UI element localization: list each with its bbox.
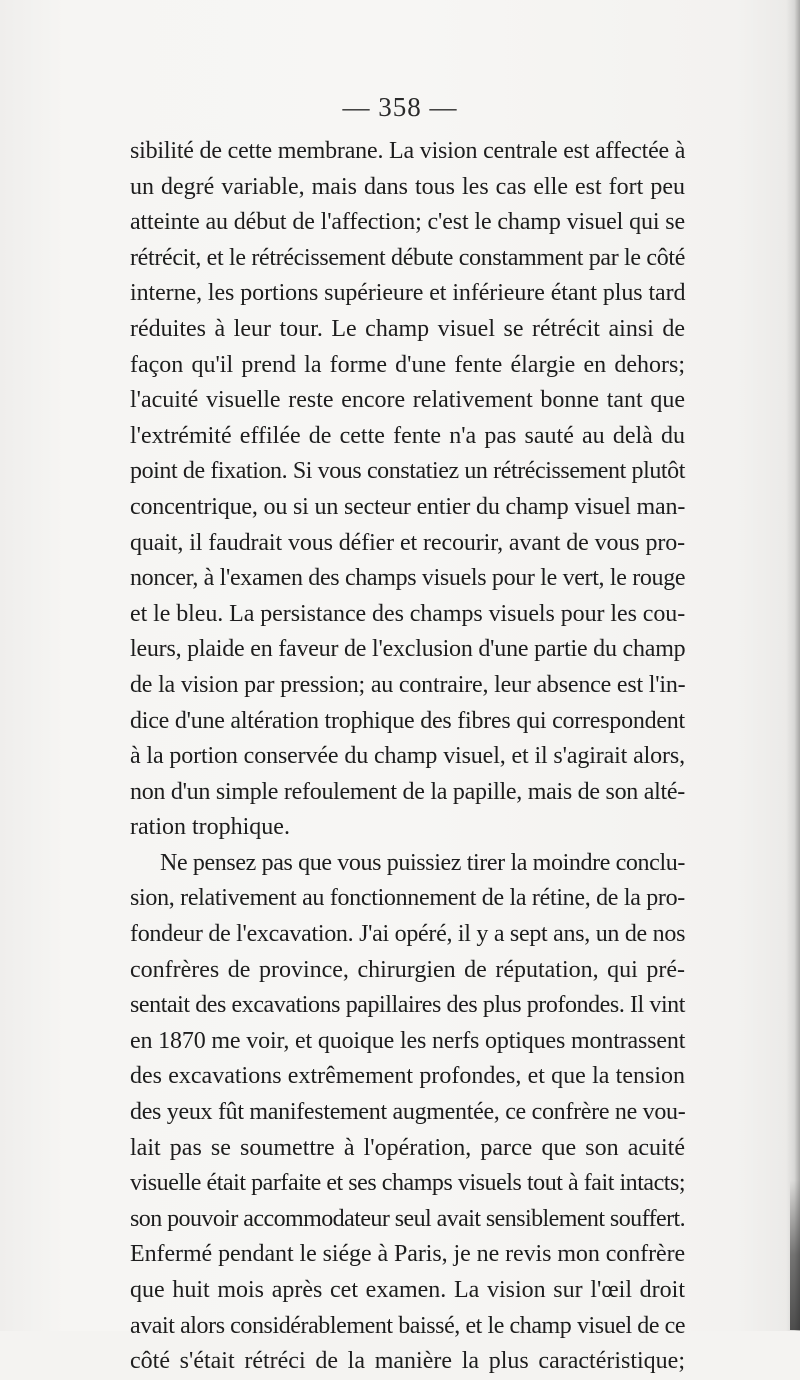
text-line: sentait des excavations papillaires des plus profondes. Il vint (130, 992, 685, 1019)
text-line: l'acuité visuelle reste encore relativement bonne tant que (130, 387, 685, 414)
text-line: que huit mois après cet examen. La vision sur l'œil droit (130, 1277, 685, 1303)
text-line: rétrécit, et le rétrécissement débute constamment par le côté (130, 244, 686, 271)
text-line: interne, les portions supérieure et inférieure étant plus tard (130, 280, 686, 307)
text-line: réduites à leur tour. Le champ visuel se rétrécit ainsi de (130, 315, 685, 342)
text-line: atteinte au début de l'affection; c'est le champ visuel qui se (130, 209, 685, 236)
text-line: un degré variable, mais dans tous les cas elle est fort peu (130, 173, 685, 200)
text-line: de la vision par pression; au contraire, leur absence est l'in- (130, 671, 686, 698)
text-line: des yeux fût manifestement augmentée, ce confrère ne vou- (130, 1099, 686, 1126)
text-line: à la portion conservée du champ visuel, et il s'agirait alors, (130, 743, 685, 770)
text-line: Enfermé pendant le siége à Paris, je ne revis mon confrère (130, 1241, 686, 1268)
text-line: fondeur de l'excavation. J'ai opéré, il y a sept ans, un de nos (130, 921, 686, 948)
text-line: non d'un simple refoulement de la papille, mais de son alté- (130, 778, 685, 805)
text-line: sibilité de cette membrane. La vision centrale est affectée à (130, 138, 686, 164)
text-line: noncer, à l'examen des champs visuels pour le vert, le rouge (130, 565, 686, 592)
text-line: concentrique, ou si un secteur entier du champ visuel man- (130, 493, 686, 520)
text-line: des excavations extrêmement profondes, et que la tension (130, 1063, 685, 1090)
text-line: l'extrémité effilée de cette fente n'a pas sauté au delà du (130, 422, 685, 449)
text-line: sion, relativement au fonctionnement de la rétine, de la pro- (130, 885, 685, 912)
page-edge-smudge (790, 1180, 800, 1330)
body-text (130, 134, 685, 1380)
text-line: visuelle était parfaite et ses champs visuels tout à fait intacts; (130, 1170, 686, 1197)
text-line: ration trophique. (130, 814, 290, 841)
text-line: dice d'une altération trophique des fibres qui correspondent (130, 707, 685, 734)
page-edge-shadow (786, 0, 800, 1331)
text-line: leurs, plaide en faveur de l'exclusion d'une partie du champ (130, 636, 686, 663)
text-line: Ne pensez pas que vous puissiez tirer la moindre conclu- (160, 849, 685, 876)
text-line: en 1870 me voir, et quoique les nerfs optiques montrassent (130, 1027, 686, 1054)
text-line: son pouvoir accommodateur seul avait sensiblement souffert. (130, 1205, 686, 1232)
text-line: lait pas se soumettre à l'opération, parce que son acuité (130, 1134, 685, 1161)
text-line: avait alors considérablement baissé, et le champ visuel de ce (130, 1312, 686, 1339)
text-line: confrères de province, chirurgien de réputation, qui pré- (130, 956, 685, 983)
text-line: et le bleu. La persistance des champs visuels pour les cou- (130, 600, 686, 627)
page-number: — 358 — (342, 92, 458, 122)
text-line: point de fixation. Si vous constatiez un rétrécissement plutôt (130, 458, 685, 485)
text-line: quait, il faudrait vous défier et recourir, avant de vous pro- (130, 529, 685, 556)
text-line: côté s'était rétréci de la manière la plus caractéristique; (130, 1348, 685, 1375)
text-line: façon qu'il prend la forme d'une fente élargie en dehors; (130, 351, 685, 378)
